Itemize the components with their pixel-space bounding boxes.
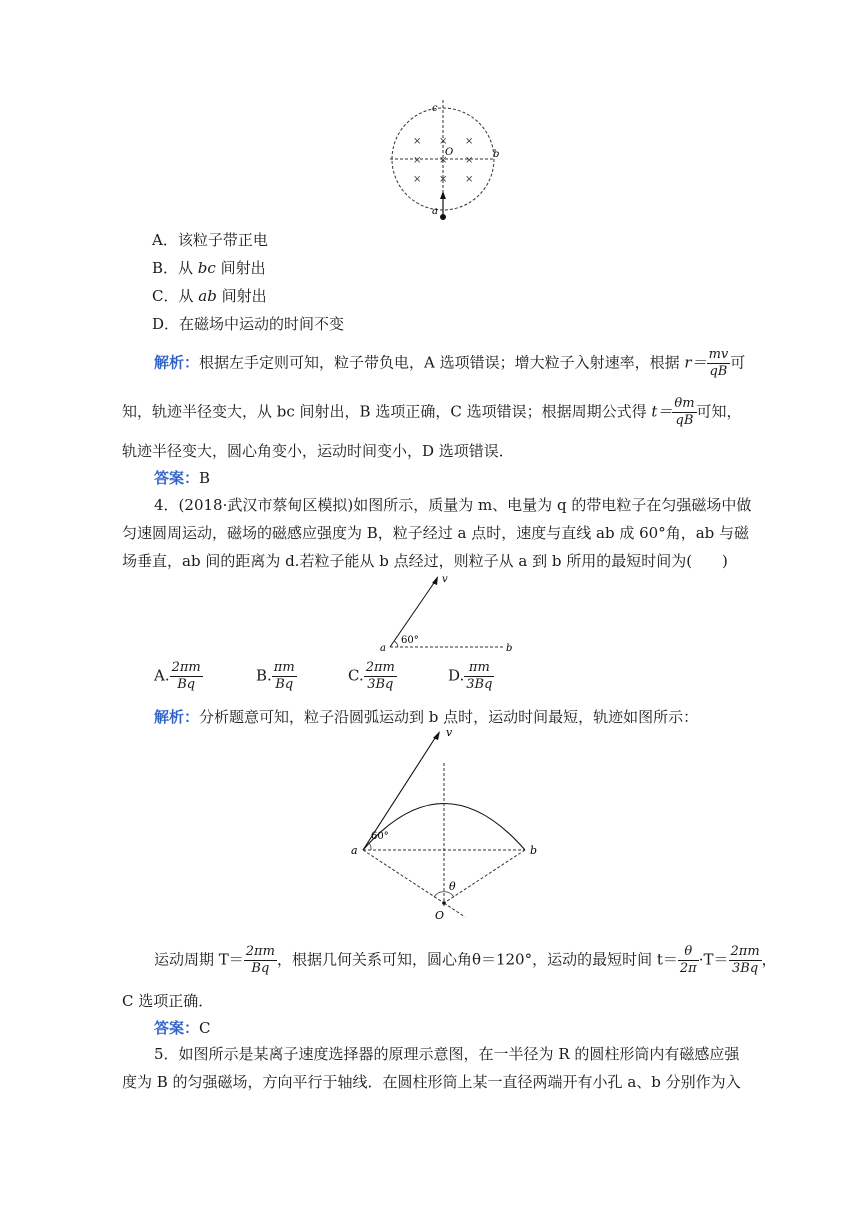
answer-4: 答案：C xyxy=(154,1019,211,1037)
fig2-label-v: v xyxy=(442,574,448,585)
option-4-a: A. $\frac{2\pi m}{Bq}$ xyxy=(154,660,201,692)
svg-text:×: × xyxy=(439,155,448,166)
fig1-label-a: a xyxy=(432,206,438,217)
svg-text:×: × xyxy=(413,174,422,185)
svg-text:×: × xyxy=(465,136,474,147)
fig2-label-b: b xyxy=(506,643,513,654)
answer-3: 答案：B xyxy=(154,469,211,487)
svg-text:×: × xyxy=(465,174,474,185)
analysis-4-line-1: 解析：分析题意可知，粒子沿圆弧运动到 b 点时，运动时间最短，轨迹如图所示： xyxy=(154,708,699,726)
question-5-line-2: 度为 B 的匀强磁场，方向平行于轴线．在圆柱形筒上某一直径两端开有小孔 a、b 分别作为入 xyxy=(122,1073,741,1091)
analysis-4-line-3: C 选项正确． xyxy=(122,992,214,1010)
svg-text:×: × xyxy=(465,155,474,166)
svg-text:×: × xyxy=(413,155,422,166)
fig3-label-a: a xyxy=(351,844,358,857)
svg-text:×: × xyxy=(413,136,422,147)
magnetic-field-crosses xyxy=(413,136,473,185)
question-5-line-1: 5．如图所示是某离子速度选择器的原理示意图，在一半径为 R 的圆柱形筒内有磁感应强 xyxy=(154,1045,740,1063)
analysis-3-line-2: 知，轨迹半径变大，从 bc 间射出，B 选项正确，C 选项错误；根据周期公式得 t＝ $\frac{\theta m}{qB}$ 可知， xyxy=(122,396,742,428)
svg-text:×: × xyxy=(439,174,448,185)
svg-text:×: × xyxy=(439,136,448,147)
analysis-4-line-2: 运动周期 T＝ $\frac{2\pi m}{Bq}$ ，根据几何关系可知，圆心角θ＝120°，运动的最短时间 t＝ $\frac{\theta}{2\pi}$ ·T＝ $\frac{2\pi m}{3Bq}$ ， xyxy=(154,944,777,976)
option-4-c: C. $\frac{2\pi m}{3Bq}$ xyxy=(348,660,395,692)
question-4-line-2: 匀速圆周运动，磁场的磁感应强度为 B，粒子经过 a 点时，速度与直线 ab 成 60°角，ab 与磁 xyxy=(122,524,750,542)
question-4-line-3: 场垂直，ab 间的距离为 d.若粒子能从 b 点经过，则粒子从 a 到 b 所用的最短时间为( ) xyxy=(122,552,728,570)
fraction-mv-qb: $\frac{mv}{qB}$ xyxy=(708,347,729,379)
option-4-b: B. $\frac{\pi m}{Bq}$ xyxy=(256,660,295,692)
fig3-theta: θ xyxy=(449,880,456,893)
fig2-label-a: a xyxy=(380,643,386,654)
analysis-3-line-3: 轨迹半径变大，圆心角变小，运动时间变小，D 选项错误． xyxy=(122,442,514,460)
figure-velocity-angle xyxy=(370,570,520,660)
option-3-d: D．在磁场中运动的时间不变 xyxy=(152,315,345,333)
figure-magnetic-circle xyxy=(385,100,505,225)
fig3-angle: 60° xyxy=(371,831,389,842)
option-3-b: B．从 bc 间射出 xyxy=(152,259,266,277)
fig2-angle: 60° xyxy=(401,635,419,646)
figure-trajectory xyxy=(345,723,550,923)
fig3-label-b: b xyxy=(530,844,538,857)
question-4-line-1: 4．(2018·武汉市蔡甸区模拟)如图所示，质量为 m、电量为 q 的带电粒子在匀强磁场中做 xyxy=(154,496,752,514)
option-3-c: C．从 ab 间射出 xyxy=(152,287,267,305)
option-4-d: D. $\frac{\pi m}{3Bq}$ xyxy=(448,660,493,692)
fig3-label-O: O xyxy=(435,909,445,922)
fig1-label-b: b xyxy=(493,149,500,160)
fig1-label-c: c xyxy=(432,103,438,114)
fig3-label-v: v xyxy=(446,726,453,739)
analysis-3-line-1: 解析：根据左手定则可知，粒子带负电，A 选项错误；增大粒子入射速率，根据 r＝ $\frac{mv}{qB}$ 可 xyxy=(154,347,746,379)
fraction-theta-m-qb: $\frac{\theta m}{qB}$ xyxy=(674,396,695,428)
option-3-a: A．该粒子带正电 xyxy=(152,231,268,249)
fig1-label-O: O xyxy=(445,147,454,158)
